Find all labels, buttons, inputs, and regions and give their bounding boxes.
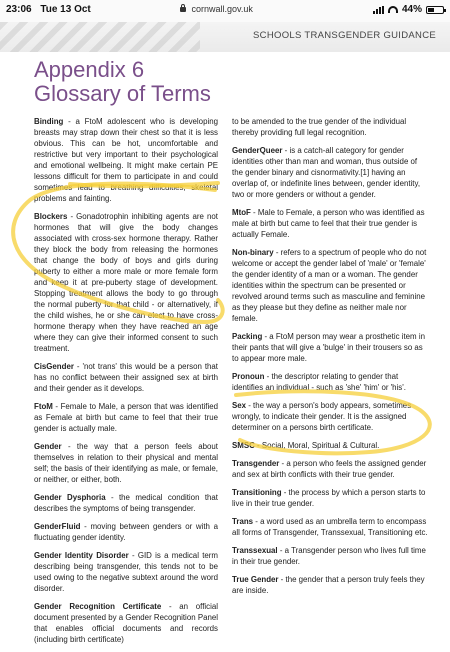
glossary-entry	[34, 521, 218, 543]
glossary-definition: - the medical condition that describes the symptoms of being transgender.	[34, 493, 218, 513]
glossary-term: GenderFluid	[34, 522, 81, 531]
glossary-definition: - moving between genders or with a fluctuating gender identity.	[34, 522, 218, 542]
lock-icon	[180, 7, 186, 12]
glossary-entry	[34, 441, 218, 485]
glossary-term: Binding	[34, 117, 64, 126]
glossary-term: MtoF	[232, 208, 251, 217]
glossary-term: Gender Recognition Certificate	[34, 602, 162, 611]
glossary-definition: - GID is a medical term describing being transgender, this tends not to be used owing to the negative subtext around the word disorder.	[34, 551, 218, 593]
glossary-term: Packing	[232, 332, 263, 341]
glossary-definition: - an official document presented by a Gender Recognition Panel that enables official documents and records (including birth certificate)	[34, 602, 218, 644]
glossary-definition: - Female to Male, a person that was identified as Female at birth but came to feel that their true gender is actually male.	[34, 402, 218, 433]
glossary-definition: - is a catch-all category for gender identities other than man and woman, thus outside of the gender binary and cisnormativity.[1] having an overlap of, or indefinite lines between, gender identity, two or more genders or without a gender.	[232, 146, 421, 199]
glossary-term: Transgender	[232, 459, 280, 468]
glossary-definition: - the way a person's body appears, sometimes wrongly, to indicate their gender. It is the assigned determiner on a persons birth certificate.	[232, 401, 412, 432]
glossary-entry	[232, 545, 430, 567]
glossary-term: CisGender	[34, 362, 74, 371]
battery-percent: 44%	[401, 4, 422, 15]
glossary-term: Pronoun	[232, 372, 265, 381]
glossary-entry	[232, 247, 430, 324]
glossary-definition: - refers to a spectrum of people who do not welcome or accept the gender label of 'male' or 'female' the gender identity of a man or a woman. The gender identities within the spectrum can be presented or revolved around terms such as masculine and feminine as they please but they define as neither male nor female.	[232, 248, 427, 323]
glossary-definition: - the way that a person feels about themselves in relation to their physical and mental self; the basis of their identifying as male, or female, or neither, or either, both.	[34, 442, 218, 484]
glossary-term: FtoM	[34, 402, 53, 411]
glossary-entry	[34, 211, 218, 354]
glossary-definition: - Social, Moral, Spiritual & Cultural.	[254, 441, 380, 450]
glossary-definition: - a person who feels the assigned gender and sex at birth conflicts with their true gender.	[232, 459, 427, 479]
status-time: 23:06	[6, 4, 32, 15]
title-line-1: Appendix 6	[34, 57, 145, 82]
glossary-definition: - the process by which a person starts to live in their true gender.	[232, 488, 426, 508]
glossary-term: Blockers	[34, 212, 68, 221]
status-bar	[0, 0, 450, 22]
glossary-term: Transsexual	[232, 546, 278, 555]
glossary-term: SMSC	[232, 441, 255, 450]
glossary-entry	[232, 207, 430, 240]
glossary-term: Gender	[34, 442, 62, 451]
glossary-left-column	[34, 116, 218, 652]
glossary-definition: to be amended to the true gender of the individual thereby providing full legal recognition.	[232, 117, 407, 137]
glossary-entry	[232, 440, 430, 451]
url-text: cornwall.gov.uk	[191, 4, 253, 14]
glossary-right-column	[232, 116, 430, 603]
glossary-entry	[232, 400, 430, 433]
glossary-term: GenderQueer	[232, 146, 283, 155]
glossary-entry	[232, 116, 430, 138]
address-bar[interactable]	[180, 4, 253, 14]
glossary-term: Trans	[232, 517, 254, 526]
document-header	[0, 22, 450, 52]
glossary-entry	[232, 487, 430, 509]
signal-icon	[373, 6, 384, 14]
battery-icon	[426, 6, 444, 14]
glossary-term: Non-binary	[232, 248, 274, 257]
status-time-date	[6, 4, 97, 15]
glossary-definition: - a word used as an umbrella term to encompass all forms of Transgender, Transsexual, Transitioning etc.	[232, 517, 428, 537]
glossary-definition: - a Transgender person who lives full time in their true gender.	[232, 546, 426, 566]
glossary-entry	[34, 401, 218, 434]
glossary-entry	[232, 371, 430, 393]
glossary-term: Sex	[232, 401, 247, 410]
glossary-entry	[232, 458, 430, 480]
glossary-entry	[34, 550, 218, 594]
glossary-definition: - a FtoM person may wear a prosthetic item in their pants that will give a 'bulge' in their trousers so as to appear more male.	[232, 332, 425, 363]
glossary-definition: - the descriptor relating to gender that identifies an individual - such as 'she' 'him' or 'his'.	[232, 372, 406, 392]
page-title	[34, 58, 211, 106]
glossary-entry	[232, 331, 430, 364]
status-date: Tue 13 Oct	[40, 4, 91, 15]
glossary-entry	[232, 145, 430, 200]
glossary-definition: - 'not trans' this would be a person that has no conflict between their assigned sex at birth and their gender as it develops.	[34, 362, 218, 393]
glossary-term: Transitioning	[232, 488, 282, 497]
glossary-definition: - the gender that a person truly feels they are inside.	[232, 575, 425, 595]
wifi-icon	[388, 6, 398, 13]
glossary-definition: - a FtoM adolescent who is developing breasts may strap down their chest so that it is less obvious. This can be hot, uncomfortable and restrictive but very important to their psychological and emotional wellbeing. It might make certain PE lessons difficult for them to participate in and could sometimes lead to breathing difficulties, skeletal problems and fainting.	[34, 117, 218, 203]
glossary-definition: - Male to Female, a person who was identified as male at birth but came to feel that their true gender is actually Female.	[232, 208, 425, 239]
glossary-entry	[34, 492, 218, 514]
title-line-2: Glossary of Terms	[34, 81, 211, 106]
glossary-definition: - Gonadotrophin inhibiting agents are not hormones that will give the body changes associated with cross-sex hormone therapy. Rather they block the body from releasing the hormones that change the body of boys and girls during puberty to either a more male or more female form and keep it at pre-puberty stage of development. Stopping treatment allows the body to go through the normal puberty for that child - or alternatively, if the child wishes, he or she can elect to have cross-hormone therapy when they have reached an age where they can give their informed consent to such treatment.	[34, 212, 218, 353]
document-title: SCHOOLS TRANSGENDER GUIDANCE	[253, 30, 436, 41]
glossary-term: True Gender	[232, 575, 279, 584]
glossary-entry	[232, 516, 430, 538]
glossary-term: Gender Dysphoria	[34, 493, 106, 502]
status-indicators	[373, 4, 444, 15]
glossary-entry	[34, 361, 218, 394]
glossary-entry	[34, 116, 218, 204]
glossary-entry	[34, 601, 218, 645]
glossary-term: Gender Identity Disorder	[34, 551, 129, 560]
glossary-entry	[232, 574, 430, 596]
